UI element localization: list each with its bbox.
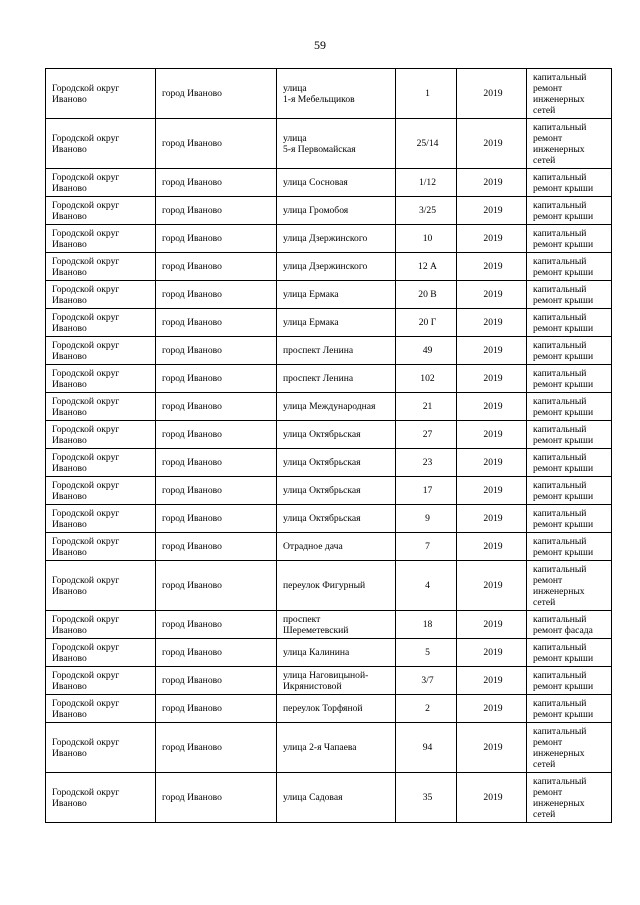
cell-house-number: 18 — [396, 611, 457, 639]
table-row — [46, 225, 612, 253]
cell-work-type: капитальный ремонт инженерных сетей — [527, 561, 612, 611]
cell-work-type: капитальный ремонт крыши — [527, 309, 612, 337]
cell-settlement: город Иваново — [156, 309, 277, 337]
cell-year: 2019 — [457, 449, 527, 477]
cell-settlement: город Иваново — [156, 449, 277, 477]
cell-settlement: город Иваново — [156, 723, 277, 773]
cell-municipality: Городской округ Иваново — [46, 639, 156, 667]
cell-municipality: Городской округ Иваново — [46, 365, 156, 393]
cell-municipality: Городской округ Иваново — [46, 505, 156, 533]
cell-house-number: 3/25 — [396, 197, 457, 225]
cell-street: улица 1-я Мебельщиков — [277, 69, 396, 119]
cell-work-type: капитальный ремонт крыши — [527, 393, 612, 421]
cell-work-type: капитальный ремонт крыши — [527, 253, 612, 281]
cell-work-type: капитальный ремонт крыши — [527, 667, 612, 695]
cell-house-number: 35 — [396, 773, 457, 823]
cell-street: улица Сосновая — [277, 169, 396, 197]
cell-street: улица Международная — [277, 393, 396, 421]
cell-year: 2019 — [457, 611, 527, 639]
cell-settlement: город Иваново — [156, 639, 277, 667]
cell-year: 2019 — [457, 281, 527, 309]
cell-municipality: Городской округ Иваново — [46, 309, 156, 337]
cell-municipality: Городской округ Иваново — [46, 119, 156, 169]
cell-house-number: 2 — [396, 695, 457, 723]
cell-house-number: 20 Г — [396, 309, 457, 337]
cell-settlement: город Иваново — [156, 225, 277, 253]
cell-settlement: город Иваново — [156, 393, 277, 421]
table-row — [46, 723, 612, 773]
cell-municipality: Городской округ Иваново — [46, 393, 156, 421]
table-row — [46, 561, 612, 611]
cell-year: 2019 — [457, 773, 527, 823]
cell-municipality: Городской округ Иваново — [46, 281, 156, 309]
cell-year: 2019 — [457, 421, 527, 449]
cell-work-type: капитальный ремонт крыши — [527, 225, 612, 253]
table-row — [46, 533, 612, 561]
cell-municipality: Городской округ Иваново — [46, 667, 156, 695]
cell-work-type: капитальный ремонт инженерных сетей — [527, 723, 612, 773]
cell-year: 2019 — [457, 639, 527, 667]
cell-work-type: капитальный ремонт крыши — [527, 421, 612, 449]
cell-street: улица Дзержинского — [277, 253, 396, 281]
cell-house-number: 27 — [396, 421, 457, 449]
cell-settlement: город Иваново — [156, 667, 277, 695]
registry-table-body — [46, 69, 612, 823]
cell-work-type: капитальный ремонт инженерных сетей — [527, 119, 612, 169]
table-row — [46, 119, 612, 169]
cell-house-number: 20 В — [396, 281, 457, 309]
cell-house-number: 49 — [396, 337, 457, 365]
cell-settlement: город Иваново — [156, 611, 277, 639]
cell-street: проспект Ленина — [277, 365, 396, 393]
cell-settlement: город Иваново — [156, 561, 277, 611]
cell-municipality: Городской округ Иваново — [46, 169, 156, 197]
cell-house-number: 17 — [396, 477, 457, 505]
table-row — [46, 695, 612, 723]
cell-municipality: Городской округ Иваново — [46, 695, 156, 723]
cell-municipality: Городской округ Иваново — [46, 225, 156, 253]
cell-year: 2019 — [457, 667, 527, 695]
cell-year: 2019 — [457, 393, 527, 421]
cell-municipality: Городской округ Иваново — [46, 197, 156, 225]
cell-house-number: 10 — [396, 225, 457, 253]
cell-year: 2019 — [457, 197, 527, 225]
cell-street: улица Октябрьская — [277, 505, 396, 533]
cell-year: 2019 — [457, 477, 527, 505]
table-row — [46, 611, 612, 639]
cell-house-number: 9 — [396, 505, 457, 533]
cell-municipality: Городской округ Иваново — [46, 337, 156, 365]
cell-municipality: Городской округ Иваново — [46, 69, 156, 119]
cell-settlement: город Иваново — [156, 477, 277, 505]
cell-street: улица 5-я Первомайская — [277, 119, 396, 169]
cell-street: улица Октябрьская — [277, 449, 396, 477]
cell-street: улица Октябрьская — [277, 477, 396, 505]
cell-work-type: капитальный ремонт крыши — [527, 169, 612, 197]
cell-settlement: город Иваново — [156, 119, 277, 169]
table-row — [46, 667, 612, 695]
cell-settlement: город Иваново — [156, 169, 277, 197]
cell-settlement: город Иваново — [156, 421, 277, 449]
cell-municipality: Городской округ Иваново — [46, 253, 156, 281]
cell-work-type: капитальный ремонт крыши — [527, 695, 612, 723]
cell-settlement: город Иваново — [156, 337, 277, 365]
cell-street: улица Дзержинского — [277, 225, 396, 253]
cell-year: 2019 — [457, 695, 527, 723]
cell-work-type: капитальный ремонт крыши — [527, 639, 612, 667]
cell-municipality: Городской округ Иваново — [46, 611, 156, 639]
table-row — [46, 309, 612, 337]
cell-street: улица 2-я Чапаева — [277, 723, 396, 773]
cell-municipality: Городской округ Иваново — [46, 533, 156, 561]
cell-year: 2019 — [457, 69, 527, 119]
cell-municipality: Городской округ Иваново — [46, 723, 156, 773]
cell-work-type: капитальный ремонт крыши — [527, 281, 612, 309]
cell-municipality: Городской округ Иваново — [46, 561, 156, 611]
table-row — [46, 365, 612, 393]
cell-work-type: капитальный ремонт крыши — [527, 337, 612, 365]
cell-year: 2019 — [457, 119, 527, 169]
table-row — [46, 281, 612, 309]
registry-table — [45, 68, 612, 823]
cell-street: переулок Торфяной — [277, 695, 396, 723]
table-row — [46, 773, 612, 823]
page-number: 59 — [314, 38, 326, 52]
cell-house-number: 3/7 — [396, 667, 457, 695]
cell-street: улица Октябрьская — [277, 421, 396, 449]
cell-municipality: Городской округ Иваново — [46, 421, 156, 449]
cell-municipality: Городской округ Иваново — [46, 773, 156, 823]
cell-street: Отрадное дача — [277, 533, 396, 561]
table-row — [46, 253, 612, 281]
cell-year: 2019 — [457, 723, 527, 773]
cell-year: 2019 — [457, 505, 527, 533]
cell-work-type: капитальный ремонт крыши — [527, 365, 612, 393]
cell-house-number: 102 — [396, 365, 457, 393]
cell-settlement: город Иваново — [156, 533, 277, 561]
cell-year: 2019 — [457, 169, 527, 197]
table-row — [46, 337, 612, 365]
cell-year: 2019 — [457, 309, 527, 337]
cell-work-type: капитальный ремонт крыши — [527, 533, 612, 561]
cell-house-number: 25/14 — [396, 119, 457, 169]
cell-work-type: капитальный ремонт крыши — [527, 197, 612, 225]
table-row — [46, 69, 612, 119]
cell-street: проспект Шереметевский — [277, 611, 396, 639]
table-row — [46, 505, 612, 533]
cell-settlement: город Иваново — [156, 695, 277, 723]
cell-street: проспект Ленина — [277, 337, 396, 365]
cell-work-type: капитальный ремонт инженерных сетей — [527, 69, 612, 119]
table-row — [46, 477, 612, 505]
cell-settlement: город Иваново — [156, 281, 277, 309]
cell-street: улица Ермака — [277, 309, 396, 337]
cell-street: улица Садовая — [277, 773, 396, 823]
cell-house-number: 21 — [396, 393, 457, 421]
cell-year: 2019 — [457, 253, 527, 281]
cell-house-number: 23 — [396, 449, 457, 477]
cell-year: 2019 — [457, 365, 527, 393]
cell-street: улица Громобоя — [277, 197, 396, 225]
cell-house-number: 1/12 — [396, 169, 457, 197]
cell-settlement: город Иваново — [156, 197, 277, 225]
cell-year: 2019 — [457, 561, 527, 611]
table-row — [46, 393, 612, 421]
cell-house-number: 5 — [396, 639, 457, 667]
cell-house-number: 4 — [396, 561, 457, 611]
cell-municipality: Городской округ Иваново — [46, 477, 156, 505]
table-row — [46, 449, 612, 477]
cell-house-number: 12 А — [396, 253, 457, 281]
cell-settlement: город Иваново — [156, 69, 277, 119]
cell-street: улица Ермака — [277, 281, 396, 309]
cell-street: переулок Фигурный — [277, 561, 396, 611]
table-row — [46, 639, 612, 667]
cell-year: 2019 — [457, 337, 527, 365]
cell-settlement: город Иваново — [156, 773, 277, 823]
cell-settlement: город Иваново — [156, 365, 277, 393]
cell-settlement: город Иваново — [156, 253, 277, 281]
cell-work-type: капитальный ремонт фасада — [527, 611, 612, 639]
cell-year: 2019 — [457, 533, 527, 561]
cell-house-number: 94 — [396, 723, 457, 773]
cell-house-number: 7 — [396, 533, 457, 561]
cell-work-type: капитальный ремонт крыши — [527, 477, 612, 505]
cell-settlement: город Иваново — [156, 505, 277, 533]
cell-house-number: 1 — [396, 69, 457, 119]
table-row — [46, 169, 612, 197]
table-row — [46, 197, 612, 225]
table-row — [46, 421, 612, 449]
cell-municipality: Городской округ Иваново — [46, 449, 156, 477]
cell-work-type: капитальный ремонт крыши — [527, 505, 612, 533]
cell-street: улица Наговицыной- Икрянистовой — [277, 667, 396, 695]
cell-work-type: капитальный ремонт инженерных сетей — [527, 773, 612, 823]
cell-work-type: капитальный ремонт крыши — [527, 449, 612, 477]
cell-street: улица Калинина — [277, 639, 396, 667]
cell-year: 2019 — [457, 225, 527, 253]
